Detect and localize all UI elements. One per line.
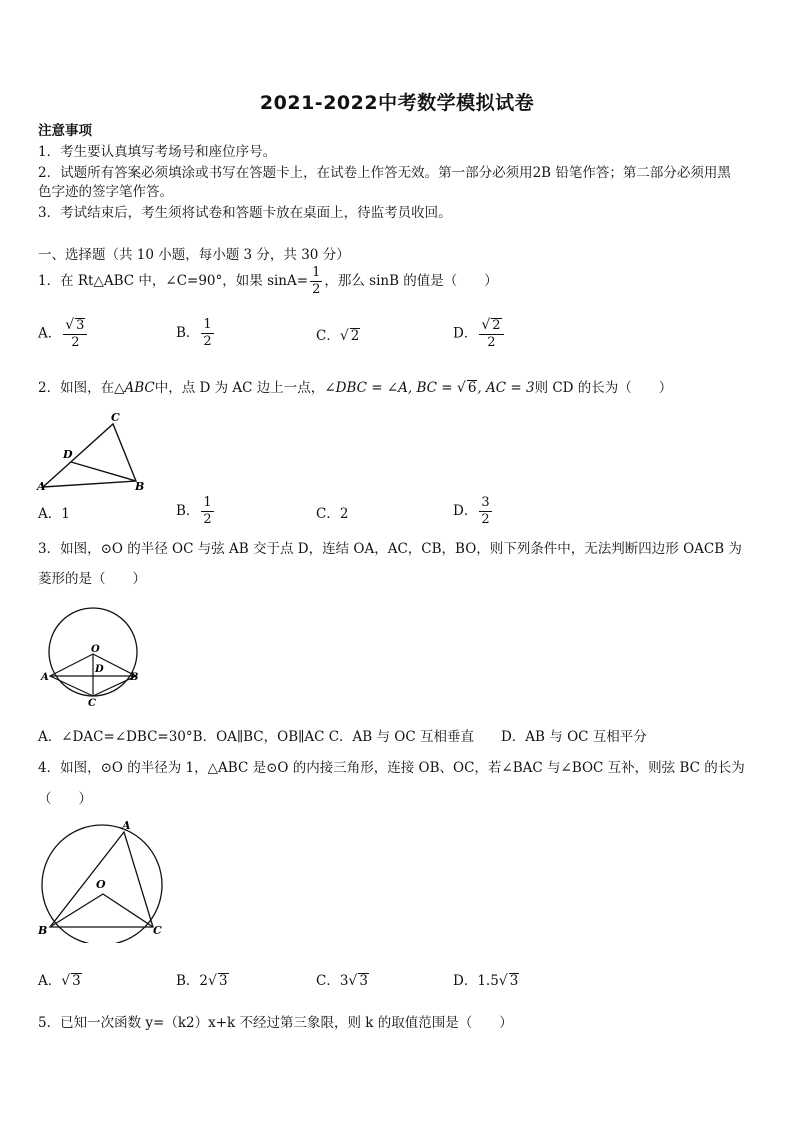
question-1: [38, 266, 498, 297]
q2-d-label: D．: [453, 503, 478, 519]
notice-item-2-cont: 色字迹的签字笔作答。: [38, 184, 173, 200]
q3-label-b: B: [130, 672, 139, 683]
q1-b-den: 2: [203, 334, 212, 349]
q4-option-c: C．3√ 3: [316, 973, 368, 989]
q2-option-b: [176, 496, 216, 527]
q3-label-o: O: [91, 644, 100, 655]
q1-option-b: [176, 318, 216, 349]
question-2: 2．如图，在△ABC中，点 D 为 AC 边上一点，∠DBC = ∠A, BC = √ 6, AC = 3则 CD 的长为（ ）: [38, 380, 673, 396]
q2-label-d: D: [63, 448, 73, 461]
question-3-cont: 菱形的是（ ）: [38, 571, 146, 587]
exam-title: 2021-2022中考数学模拟试卷: [259, 92, 535, 114]
q1-option-a: [38, 318, 89, 350]
q4-radii-ob-oc: [50, 894, 153, 927]
q4-label-c: C: [153, 924, 162, 937]
q2-label-c: C: [111, 411, 120, 424]
q2-d-num: 3: [481, 495, 490, 510]
q1-fraction: [310, 266, 322, 297]
notice-heading: 注意事项: [38, 123, 92, 139]
q1-d-value: $\frac{√ 2}{2}$: [479, 318, 503, 350]
q4-b-label: B．2: [176, 973, 209, 989]
q2-d-den: 2: [481, 512, 490, 527]
q1-a-rad: 3: [76, 318, 85, 333]
q4-label-o: O: [96, 878, 106, 891]
q4-circle-figure: [34, 815, 170, 943]
q4-option-a: A．√ 3: [38, 973, 81, 989]
q1-d-rad: 2: [492, 318, 501, 333]
question-4-cont: （ ）: [38, 791, 92, 807]
q4-option-b: B．2√ 3: [176, 973, 228, 989]
q1-stem-post: ，那么 sinB 的值是（ ）: [324, 273, 498, 289]
q2-option-d: [453, 496, 494, 527]
q1-b-value: [201, 318, 213, 349]
q1-a-value: $\frac{√ 3}{2}$: [63, 318, 87, 350]
q1-b-label: B．: [176, 325, 200, 341]
notice-item-3: 3．考试结束后，考生须将试卷和答题卡放在桌面上，待监考员收回。: [38, 205, 452, 221]
q3-label-d: D: [95, 664, 104, 675]
q2-option-a: A．1: [38, 506, 70, 522]
q2-condition: ∠DBC = ∠A, BC =: [324, 380, 457, 396]
q4-label-b: B: [38, 924, 48, 937]
q2-b-label: B．: [176, 503, 200, 519]
q4-b-rad: 3: [218, 973, 228, 989]
question-3: 3．如图，⊙O 的半径 OC 与弦 AB 交于点 D，连结 OA，AC，CB，BO，则下列条件中，无法判断四边形 OACB 为: [38, 541, 742, 557]
q2-triangle-figure: [34, 408, 154, 494]
q1-c-rad: 2: [350, 328, 360, 344]
q2-condition-2: , AC = 3: [477, 380, 535, 396]
notice-item-2: 2．试题所有答案必须填涂或书写在答题卡上，在试卷上作答无效。第一部分必须用2B 铅笔作答；第二部分必须用黑: [38, 165, 731, 181]
q2-rad: 6: [467, 380, 477, 396]
q4-d-label: D．1.5: [453, 973, 499, 989]
q4-a-rad: 3: [72, 973, 81, 989]
q4-d-rad: 3: [509, 973, 519, 989]
q2-option-c: C．2: [316, 506, 349, 522]
q2-stem-mid: 中，点 D 为 AC 边上一点，: [154, 380, 325, 396]
q1-d-den: 2: [487, 335, 496, 350]
q2-b-den: 2: [203, 512, 212, 527]
q2-b-num: 1: [203, 495, 212, 510]
q1-stem-pre: 1．在 Rt△ABC 中，∠C=90°，如果 sinA=: [38, 273, 309, 289]
notice-item-1: 1．考生要认真填写考场号和座位序号。: [38, 144, 277, 160]
question-4: 4．如图，⊙O 的半径为 1，△ABC 是⊙O 的内接三角形，连接 OB、OC，若∠BAC 与∠BOC 互补，则弦 BC 的长为: [38, 760, 745, 776]
q4-a-label: A．: [38, 973, 62, 989]
q1-option-c: C．√ 2: [316, 328, 360, 344]
q1-c-label: C．: [316, 328, 340, 344]
q4-c-rad: 3: [359, 973, 368, 989]
q4-c-label: C．3: [316, 973, 349, 989]
q2-label-a: A: [37, 480, 46, 493]
q2-stem-pre: 2．如图，在: [38, 380, 115, 396]
question-5: 5．已知一次函数 y=（k2）x+k 不经过第三象限，则 k 的取值范围是（ ）: [38, 1015, 513, 1031]
q2-label-b: B: [135, 480, 145, 493]
q1-a-den: 2: [71, 335, 80, 350]
q2-triangle: △ABC: [114, 380, 155, 396]
q1-option-d: [453, 318, 506, 350]
q3-circle-figure: [38, 600, 148, 710]
section-heading: 一、选择题（共 10 小题，每小题 3 分，共 30 分）: [38, 247, 350, 263]
q1-frac-den: 2: [312, 282, 321, 297]
q2-stem-post: 则 CD 的长为（ ）: [534, 380, 673, 396]
q1-d-label: D．: [453, 325, 478, 342]
q1-a-label: A．: [38, 325, 62, 342]
q3-label-c: C: [88, 698, 96, 709]
q4-label-a: A: [122, 819, 131, 832]
q2-d-value: [479, 496, 491, 527]
q2-segment-bd: [71, 462, 136, 481]
q3-label-a: A: [41, 672, 49, 683]
q1-b-num: 1: [203, 317, 212, 332]
q4-option-d: D．1.5√ 3: [453, 973, 519, 989]
q3-options: A．∠DAC=∠DBC=30°B．OA∥BC，OB∥AC C．AB 与 OC 互相垂直 D．AB 与 OC 互相平分: [38, 729, 647, 745]
q1-frac-num: 1: [312, 265, 321, 280]
q2-b-value: [201, 496, 213, 527]
